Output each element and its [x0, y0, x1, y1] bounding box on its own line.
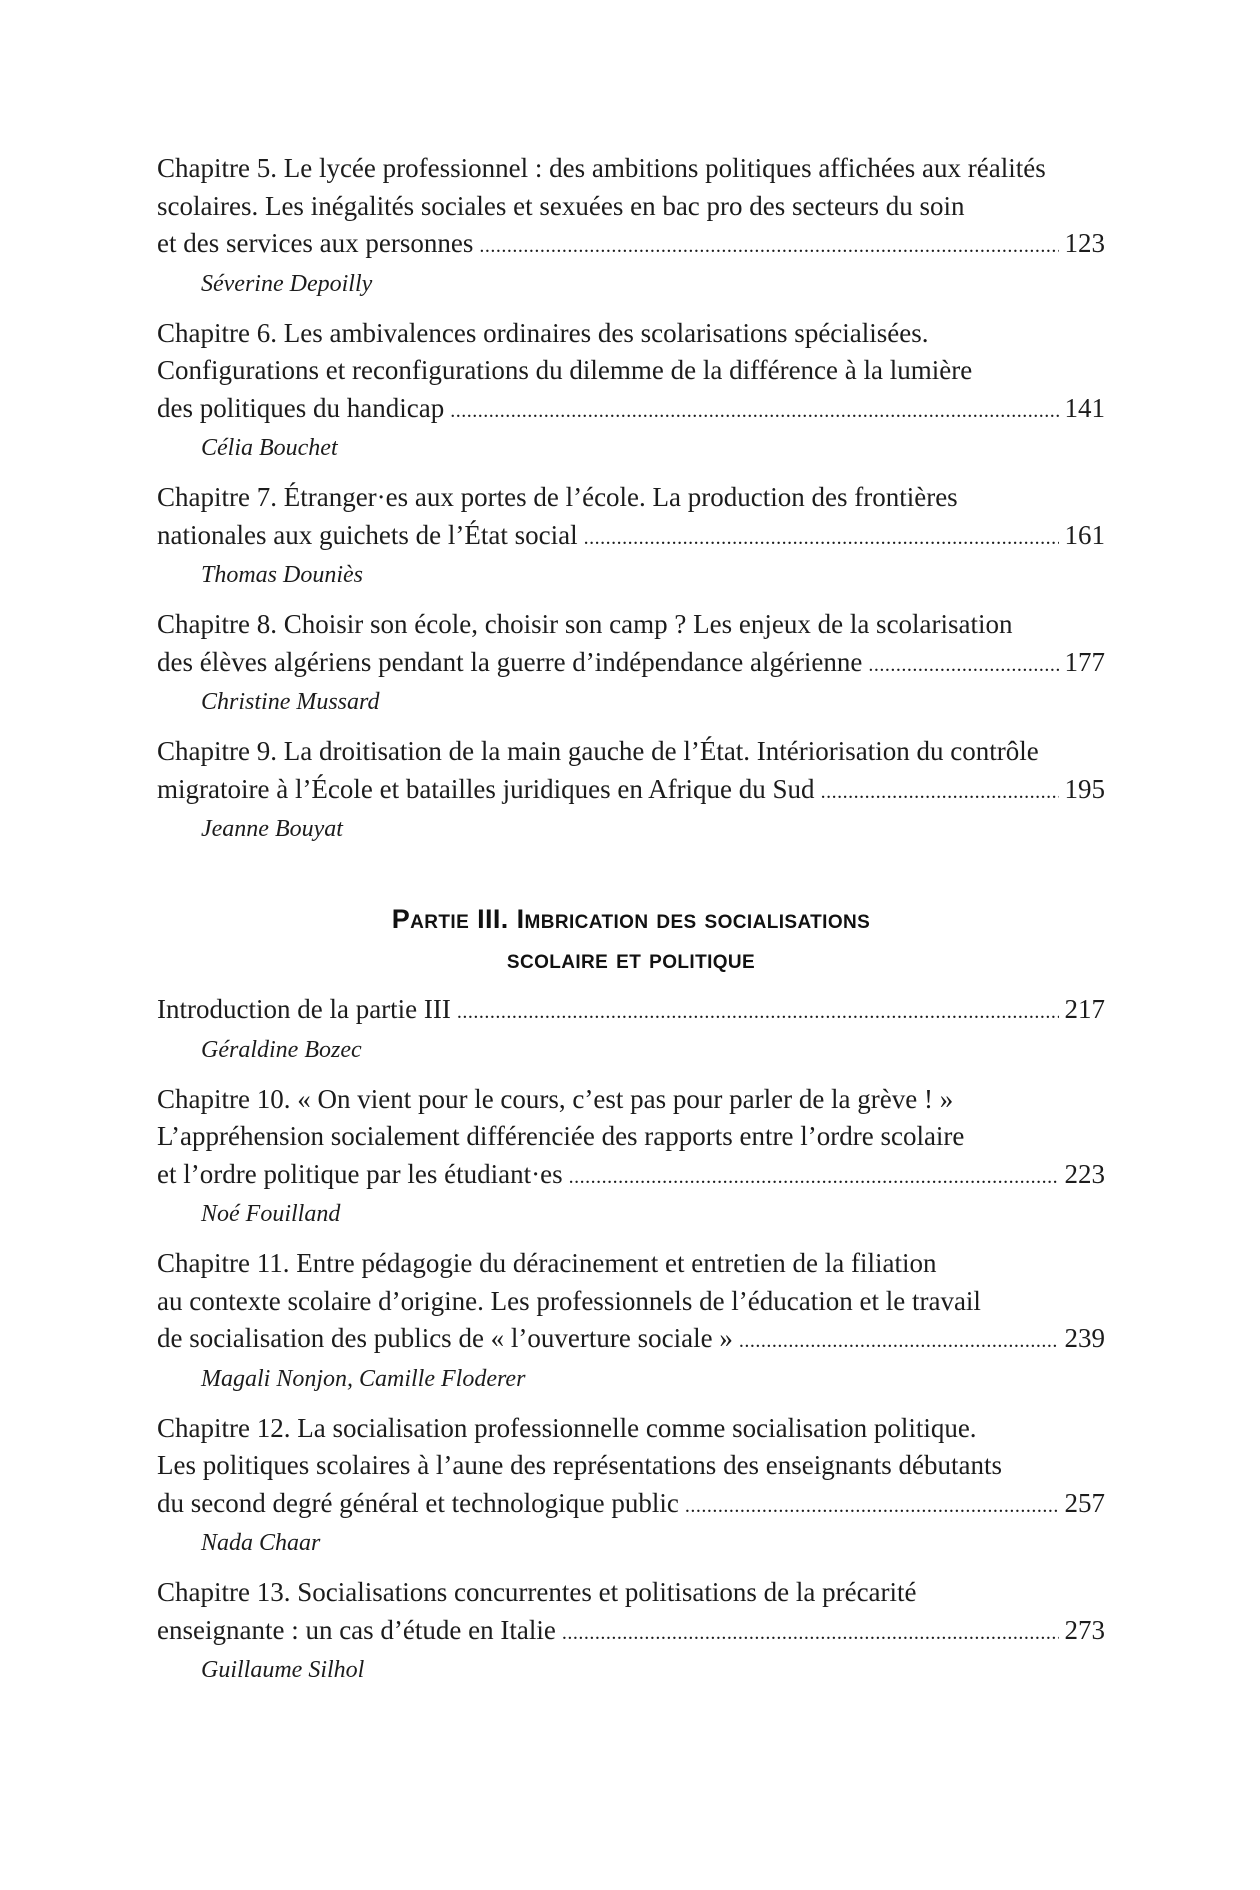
entry-leader-line — [157, 771, 1105, 812]
dot-leader — [457, 994, 1059, 1032]
entry-leader-line — [157, 517, 1105, 558]
entry-leader-line — [157, 1156, 1105, 1197]
entry-leader-line — [157, 390, 1105, 431]
dot-leader — [479, 228, 1058, 266]
entry-author: Thomas Douniès — [201, 562, 364, 588]
entry-title-line: Chapitre 13. Socialisations concurrentes et politisations de la précarité — [157, 1577, 917, 1607]
entry-title-line: scolaires. Les inégalités sociales et sexuées en bac pro des secteurs du soin — [157, 190, 965, 221]
entry-title-last-line: du second degré général et technologique public — [157, 1487, 679, 1518]
toc-entry-introduction — [157, 991, 1105, 1068]
entry-title-line: Les politiques scolaires à l’aune des représentations des enseignants débutants — [157, 1450, 1003, 1480]
entry-author: Christine Mussard — [201, 689, 380, 715]
entry-title-line: Chapitre 10. « On vient pour le cours, c’est pas pour parler de la grève ! » — [157, 1083, 954, 1114]
entry-title-last-line: de socialisation des publics de « l’ouverture sociale » — [157, 1323, 733, 1353]
page-number: 161 — [1064, 519, 1105, 550]
page-number: 257 — [1064, 1487, 1105, 1518]
toc-entry-chapter-11 — [157, 1245, 1105, 1397]
page-number: 217 — [1064, 994, 1105, 1024]
page-number: 123 — [1064, 228, 1105, 258]
entry-author: Célia Bouchet — [201, 435, 338, 461]
toc-entry-chapter-7 — [157, 479, 1105, 593]
entry-title-line: Chapitre 8. Choisir son école, choisir son camp ? Les enjeux de la scolarisation — [157, 609, 1013, 639]
dot-leader — [562, 1615, 1059, 1653]
entry-title-line: Configurations et reconfigurations du dilemme de la différence à la lumière — [157, 355, 973, 385]
toc-entry-chapter-9 — [157, 733, 1105, 847]
page-number: 177 — [1064, 646, 1105, 677]
entry-author: Nada Chaar — [201, 1530, 321, 1556]
page-number: 239 — [1064, 1323, 1105, 1353]
toc-entry-chapter-13 — [157, 1574, 1105, 1688]
entry-title-line: Chapitre 6. Les ambivalences ordinaires des scolarisations spécialisées. — [157, 317, 929, 348]
page-number: 223 — [1064, 1158, 1105, 1189]
dot-leader — [739, 1323, 1059, 1361]
toc-entry-chapter-5 — [157, 150, 1105, 302]
page-number: 273 — [1064, 1614, 1105, 1645]
entry-title-last-line: des élèves algériens pendant la guerre d’indépendance algérienne — [157, 646, 863, 677]
dot-leader — [821, 774, 1059, 812]
entry-leader-line — [157, 644, 1105, 685]
part-title-line-1: Partie III. Imbrication des socialisations — [391, 904, 871, 934]
entry-author: Géraldine Bozec — [201, 1036, 362, 1063]
entry-title-last-line: des politiques du handicap — [157, 392, 445, 423]
entry-title-line: Chapitre 12. La socialisation professionnelle comme socialisation politique. — [157, 1412, 977, 1443]
entry-title-line: L’appréhension socialement différenciée des rapports entre l’ordre scolaire — [157, 1121, 965, 1151]
entry-title-line: Chapitre 5. Le lycée professionnel : des ambitions politiques affichées aux réalités — [157, 153, 1046, 183]
entry-title-last-line: et l’ordre politique par les étudiant·es — [157, 1158, 563, 1189]
part-heading — [157, 899, 1105, 979]
entry-leader-line — [157, 225, 1105, 266]
entry-title-last-line: et des services aux personnes — [157, 228, 474, 258]
part-title-line-2: scolaire et politique — [506, 944, 756, 974]
toc-entry-chapter-10 — [157, 1081, 1105, 1233]
entry-author: Noé Fouilland — [201, 1201, 341, 1227]
entry-leader-line — [157, 991, 1105, 1032]
entry-title-last-line: migratoire à l’École et batailles juridiques en Afrique du Sud — [157, 773, 815, 804]
dot-leader — [569, 1159, 1059, 1197]
entry-author: Guillaume Silhol — [201, 1657, 365, 1683]
entry-title-line: Chapitre 7. Étranger·es aux portes de l’école. La production des frontières — [157, 482, 958, 512]
dot-leader — [584, 520, 1059, 558]
entry-author: Magali Nonjon, Camille Floderer — [201, 1365, 526, 1392]
page-number: 195 — [1064, 773, 1105, 804]
toc-page — [157, 150, 1105, 1701]
toc-entry-chapter-12 — [157, 1410, 1105, 1562]
toc-entry-chapter-8 — [157, 606, 1105, 720]
entry-author: Séverine Depoilly — [201, 270, 373, 297]
toc-entry-chapter-6 — [157, 315, 1105, 467]
entry-leader-line — [157, 1612, 1105, 1653]
dot-leader — [450, 393, 1058, 431]
entry-title-last-line: enseignante : un cas d’étude en Italie — [157, 1614, 556, 1645]
dot-leader — [685, 1488, 1059, 1526]
page-number: 141 — [1064, 392, 1105, 423]
entry-title-line: au contexte scolaire d’origine. Les professionnels de l’éducation et le travail — [157, 1285, 981, 1316]
entry-title-last-line: Introduction de la partie III — [157, 994, 451, 1024]
entry-title-last-line: nationales aux guichets de l’État social — [157, 519, 578, 550]
entry-leader-line — [157, 1320, 1105, 1361]
entry-leader-line — [157, 1485, 1105, 1526]
dot-leader — [868, 647, 1058, 685]
entry-author: Jeanne Bouyat — [201, 816, 343, 842]
entry-title-line: Chapitre 11. Entre pédagogie du déracinement et entretien de la filiation — [157, 1248, 937, 1278]
entry-title-line: Chapitre 9. La droitisation de la main gauche de l’État. Intériorisation du contrôle — [157, 736, 1039, 766]
